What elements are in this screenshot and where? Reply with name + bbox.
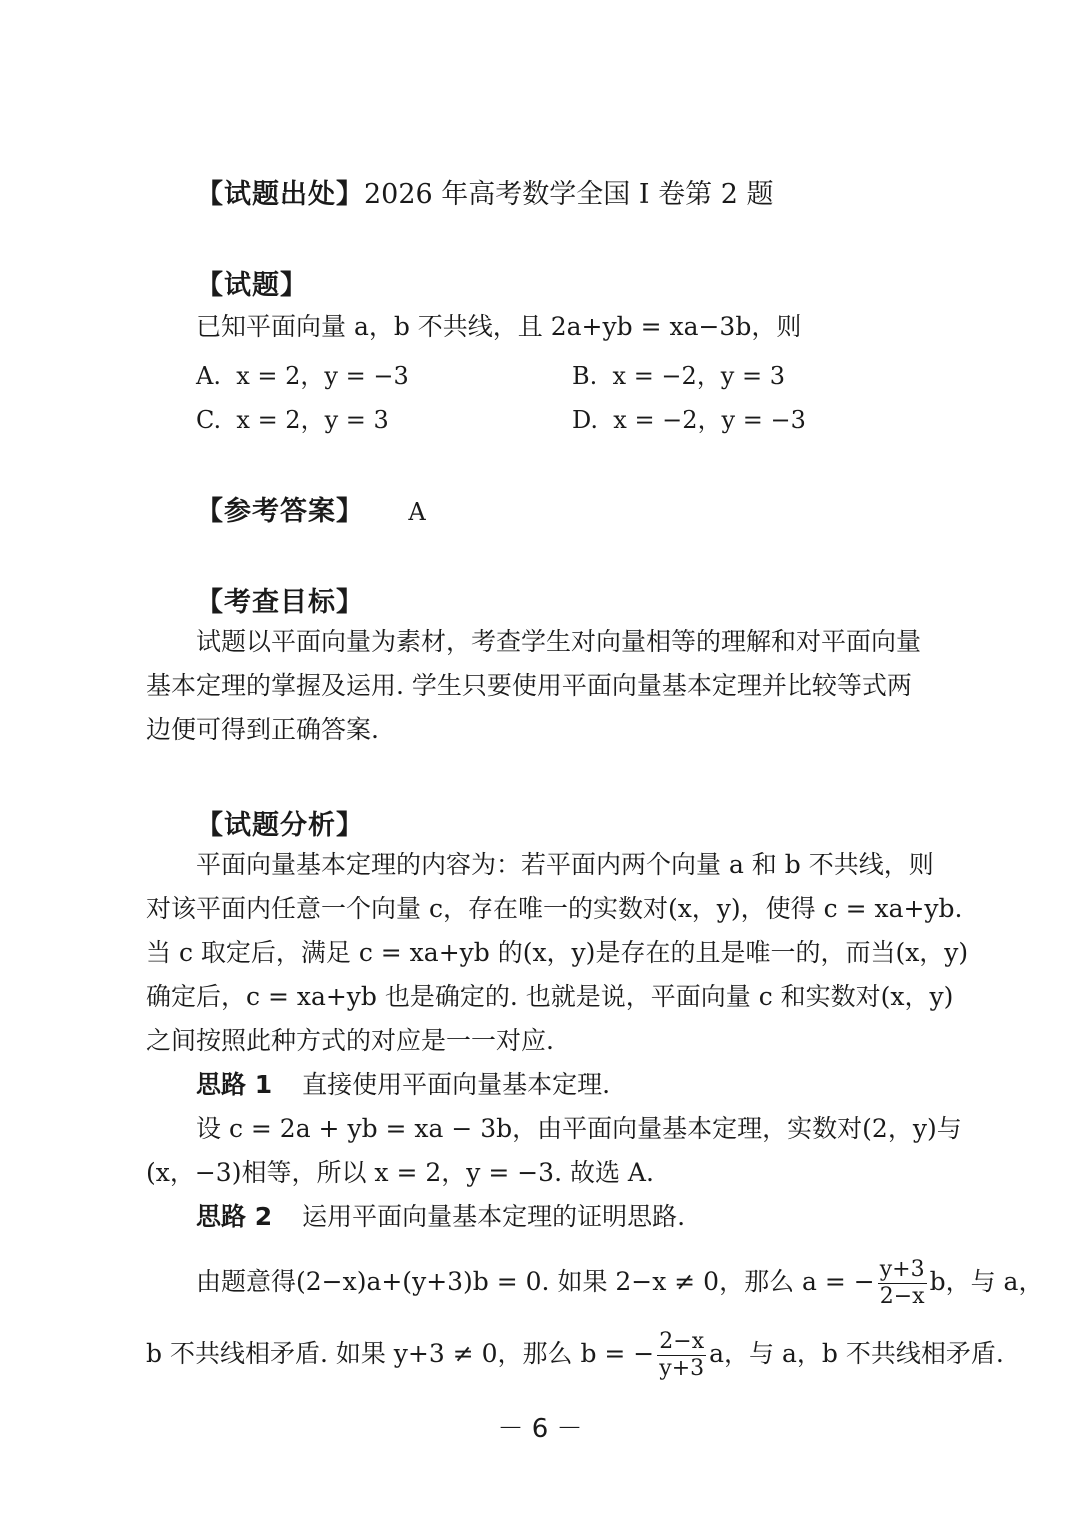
fraction-2-denominator: y+3 — [659, 1356, 705, 1381]
option-b — [572, 356, 785, 391]
analysis-heading: 【试题分析】 — [196, 810, 364, 841]
objective-line-3: 边便可得到正确答案. — [146, 715, 379, 744]
idea-2-line-1-start: 由题意得(2−x)a+(y+3)b = 0. 如果 2−x ≠ 0，那么 a = − — [196, 1267, 875, 1296]
idea-2-line-2 — [146, 1324, 1004, 1384]
analysis-line-3: 当 c 取定后，满足 c = xa+yb 的(x，y)是存在的且是唯一的，而当(x，y) — [146, 938, 969, 967]
fraction-1 — [878, 1257, 927, 1310]
objective-line-1: 试题以平面向量为素材，考查学生对向量相等的理解和对平面向量 — [196, 627, 922, 656]
idea-2-line-2-start: b 不共线相矛盾. 如果 y+3 ≠ 0，那么 b = − — [146, 1339, 655, 1368]
fraction-1-numerator: y+3 — [879, 1257, 925, 1282]
option-d-label: D. — [572, 406, 599, 434]
idea-2-text: 运用平面向量基本定理的证明思路. — [302, 1202, 686, 1231]
idea-1-label: 思路 1 — [196, 1070, 273, 1099]
answer-value: A — [408, 498, 426, 526]
analysis-line-1: 平面向量基本定理的内容为：若平面内两个向量 a 和 b 不共线，则 — [196, 850, 934, 879]
question-stem: 已知平面向量 a，b 不共线，且 2a+yb = xa−3b，则 — [196, 312, 802, 341]
source-heading-label: 【试题出处】 — [196, 179, 364, 210]
analysis-line-2: 对该平面内任意一个向量 c，存在唯一的实数对(x，y)，使得 c = xa+yb. — [146, 894, 963, 923]
fraction-2 — [657, 1329, 706, 1382]
option-c-text: x = 2，y = 3 — [236, 406, 389, 434]
analysis-line-4: 确定后，c = xa+yb 也是确定的. 也就是说，平面向量 c 和实数对(x，y) — [146, 982, 954, 1011]
answer-heading-label: 【参考答案】 — [196, 496, 364, 527]
page-number: － 6 － — [497, 1414, 583, 1444]
option-c-label: C. — [196, 406, 222, 434]
idea-2-label: 思路 2 — [196, 1202, 273, 1231]
objective-line-2: 基本定理的掌握及运用. 学生只要使用平面向量基本定理并比较等式两 — [146, 671, 912, 700]
source-heading — [196, 172, 773, 211]
option-b-label: B. — [572, 362, 598, 390]
idea-1-line-1: 设 c = 2a + yb = xa − 3b，由平面向量基本定理，实数对(2，y)与 — [196, 1114, 962, 1143]
fraction-1-denominator: 2−x — [879, 1284, 925, 1309]
idea-2 — [196, 1201, 685, 1233]
fraction-2-numerator: 2−x — [657, 1329, 706, 1356]
answer-heading — [196, 489, 426, 528]
idea-2-line-1-end: b，与 a， — [929, 1267, 1044, 1296]
objective-heading: 【考查目标】 — [196, 587, 364, 618]
source-text: 2026 年高考数学全国 I 卷第 2 题 — [364, 179, 774, 210]
question-heading: 【试题】 — [196, 270, 308, 301]
idea-2-line-2-end: a，与 a，b 不共线相矛盾. — [709, 1339, 1004, 1368]
option-a-text: x = 2，y = −3 — [236, 362, 409, 390]
option-d — [572, 400, 806, 435]
analysis-line-5: 之间按照此种方式的对应是一一对应. — [146, 1026, 554, 1055]
idea-1 — [196, 1069, 610, 1101]
option-a — [196, 356, 409, 391]
option-b-text: x = −2，y = 3 — [612, 362, 786, 390]
option-d-text: x = −2，y = −3 — [613, 406, 806, 434]
idea-1-line-2: (x，−3)相等，所以 x = 2，y = −3. 故选 A. — [146, 1158, 654, 1187]
idea-2-line-1 — [196, 1252, 1043, 1312]
option-c — [196, 400, 389, 435]
idea-1-text: 直接使用平面向量基本定理. — [302, 1070, 611, 1099]
option-a-label: A. — [196, 362, 221, 390]
